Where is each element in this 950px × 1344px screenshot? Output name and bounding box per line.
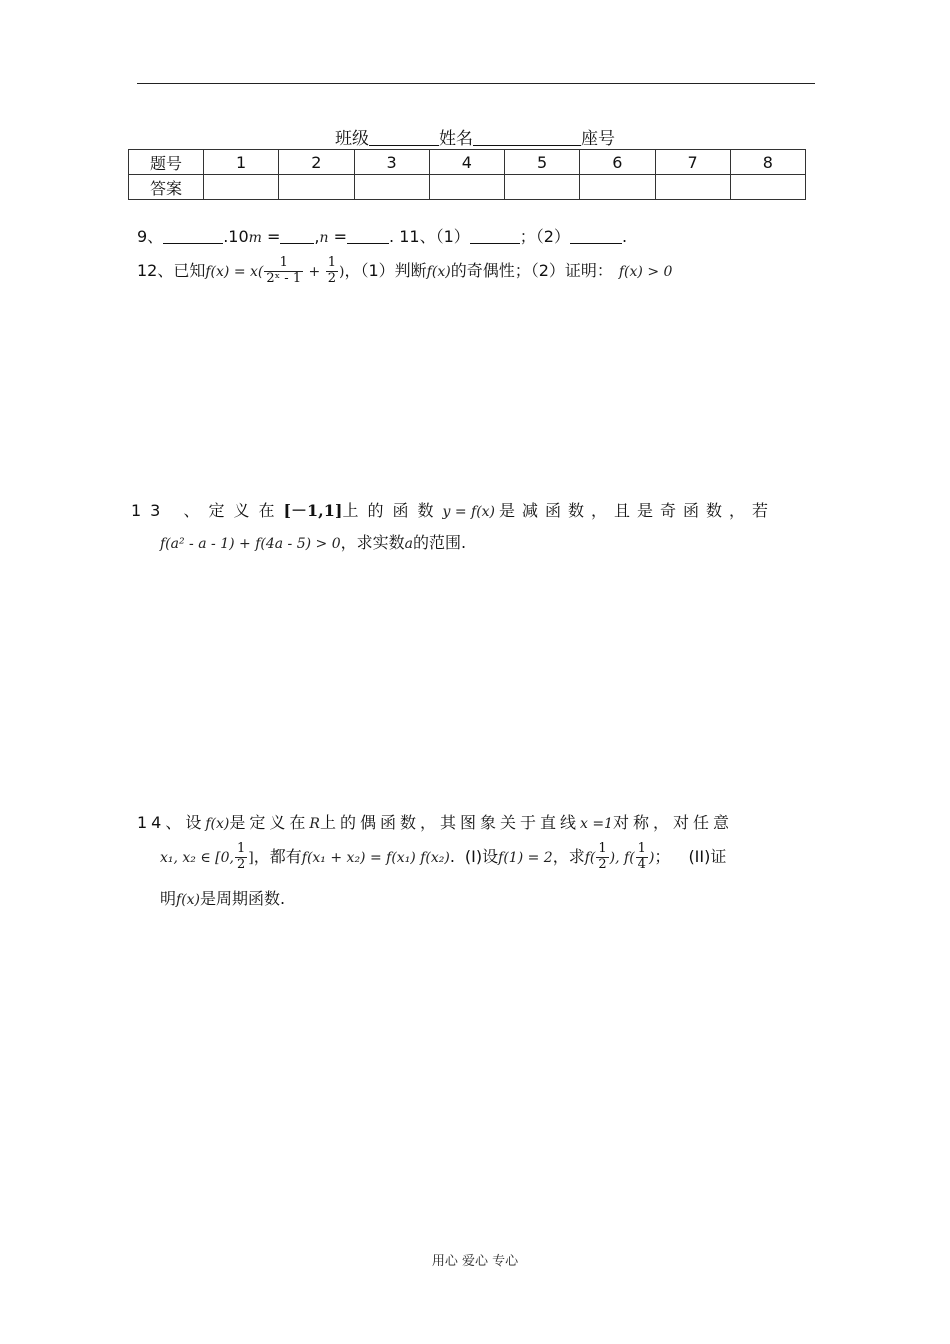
paren: ) bbox=[339, 263, 345, 280]
answer-table bbox=[128, 149, 806, 200]
q14-text: 对称，对任意 bbox=[612, 813, 733, 832]
q13-interval: [－1,1] bbox=[283, 501, 343, 520]
q14-f1: f(1) = 2 bbox=[498, 849, 553, 866]
table-cell: 题号 bbox=[129, 150, 204, 175]
answer-cell[interactable] bbox=[279, 175, 354, 200]
period: . bbox=[621, 227, 628, 246]
q12-part2: 的奇偶性；（2）证明： bbox=[450, 260, 613, 280]
name-blank bbox=[473, 129, 581, 146]
table-cell: 6 bbox=[580, 150, 655, 175]
answer-cell[interactable] bbox=[655, 175, 730, 200]
q14-label: 14、设 bbox=[137, 813, 206, 832]
period: . bbox=[389, 227, 395, 246]
question-14-line2 bbox=[160, 842, 726, 873]
question-12 bbox=[137, 256, 672, 287]
answer-blank-9[interactable] bbox=[163, 229, 223, 244]
table-cell: 4 bbox=[429, 150, 504, 175]
questions-9-11 bbox=[137, 226, 627, 249]
answer-blank-10n[interactable] bbox=[347, 229, 389, 244]
fraction: $\frac{1}{4}$ bbox=[637, 841, 646, 872]
q13-label: 13 、 bbox=[131, 501, 209, 520]
equals: = bbox=[261, 227, 281, 246]
q9-label: 9、 bbox=[137, 227, 164, 246]
q13-function: y = f(x) bbox=[442, 504, 496, 520]
answer-cell[interactable] bbox=[204, 175, 279, 200]
q12-inequality: f(x) > 0 bbox=[618, 263, 673, 280]
q14-R: R bbox=[309, 816, 320, 832]
q14-text: 是周期函数. bbox=[200, 889, 286, 908]
table-row bbox=[129, 175, 806, 200]
q14-text: 是定义在 bbox=[229, 813, 310, 832]
var-n: n bbox=[319, 230, 329, 246]
name-label: 姓名 bbox=[439, 129, 473, 149]
table-cell: 1 bbox=[204, 150, 279, 175]
table-cell: 8 bbox=[730, 150, 805, 175]
q12-fx: f(x) bbox=[426, 263, 451, 280]
fraction: $\frac{1}{\text{2ˣ - 1}}$ bbox=[266, 255, 302, 286]
q14-equation: f(x₁ + x₂) = f(x₁) f(x₂) bbox=[301, 849, 450, 866]
table-row bbox=[129, 150, 806, 175]
fraction: $\frac{1}{2}$ bbox=[237, 841, 246, 872]
question-13-line2 bbox=[160, 532, 466, 555]
bracket: ] bbox=[248, 849, 254, 866]
q13-text: 定义在 bbox=[208, 501, 284, 520]
q13-text: 是减函数，且是奇函数，若 bbox=[499, 501, 776, 520]
q11-separator: ；（2） bbox=[519, 227, 570, 246]
table-cell: 2 bbox=[279, 150, 354, 175]
q13-var: a bbox=[404, 536, 414, 552]
question-13 bbox=[131, 500, 775, 523]
table-cell: 5 bbox=[505, 150, 580, 175]
var-m: m bbox=[248, 230, 262, 246]
q14-part1: (I)设 bbox=[464, 846, 499, 866]
q14-part2: (II)证 bbox=[688, 846, 727, 866]
q11-label: 11、（1） bbox=[394, 227, 470, 246]
answer-cell[interactable] bbox=[580, 175, 655, 200]
table-cell: 3 bbox=[354, 150, 429, 175]
answer-blank-11a[interactable] bbox=[470, 229, 520, 244]
answer-cell[interactable] bbox=[505, 175, 580, 200]
answer-cell[interactable] bbox=[730, 175, 805, 200]
q14-fquarter: ), f( bbox=[609, 849, 635, 866]
plus-sign: + bbox=[304, 263, 325, 280]
q13-text: ，求实数 bbox=[340, 533, 405, 552]
answer-cell[interactable] bbox=[354, 175, 429, 200]
page-footer: 用心 爱心 专心 bbox=[431, 1254, 519, 1269]
q12-function: f(x) = x( bbox=[205, 263, 264, 280]
comma: , bbox=[314, 227, 320, 246]
answer-blank-10m[interactable] bbox=[280, 229, 314, 244]
class-label: 班级 bbox=[335, 129, 369, 149]
table-cell: 7 bbox=[655, 150, 730, 175]
q14-text: 上的偶函数，其图象关于直线 bbox=[319, 813, 580, 832]
answer-blank-11b[interactable] bbox=[570, 229, 622, 244]
answer-cell[interactable] bbox=[429, 175, 504, 200]
q14-text: ，都有 bbox=[253, 846, 302, 866]
question-14-line3 bbox=[160, 888, 285, 911]
equals: = bbox=[328, 227, 348, 246]
q14-fx: f(x) bbox=[176, 892, 201, 908]
class-blank bbox=[369, 129, 439, 146]
q14-text: ，求 bbox=[552, 846, 585, 866]
fraction: $\frac{1}{2}$ bbox=[598, 841, 607, 872]
table-cell: 答案 bbox=[129, 175, 204, 200]
q14-text: 明 bbox=[160, 889, 177, 908]
top-rule bbox=[137, 83, 815, 84]
fraction: $\frac{1}{2}$ bbox=[327, 255, 337, 286]
q10-label: .10 bbox=[223, 227, 249, 246]
q14-text: . bbox=[449, 846, 455, 866]
q14-line: x =1 bbox=[579, 816, 613, 832]
q14-vars: x₁, x₂ ∈ [0, bbox=[160, 849, 234, 866]
q13-text: 的范围. bbox=[413, 533, 467, 552]
student-info-header bbox=[0, 124, 950, 149]
seat-label: 座号 bbox=[581, 129, 615, 149]
q12-part1: ，（1）判断 bbox=[344, 260, 427, 280]
paren: ) bbox=[648, 849, 655, 866]
q14-fx: f(x) bbox=[205, 816, 230, 832]
q14-text: ； bbox=[654, 846, 671, 866]
q13-text: 上的函数 bbox=[342, 501, 443, 520]
q12-label: 12、已知 bbox=[137, 260, 206, 280]
q14-fhalf: f( bbox=[584, 849, 596, 866]
question-14 bbox=[137, 812, 733, 835]
q13-condition: f(a² - a - 1) + f(4a - 5) > 0 bbox=[160, 536, 341, 552]
